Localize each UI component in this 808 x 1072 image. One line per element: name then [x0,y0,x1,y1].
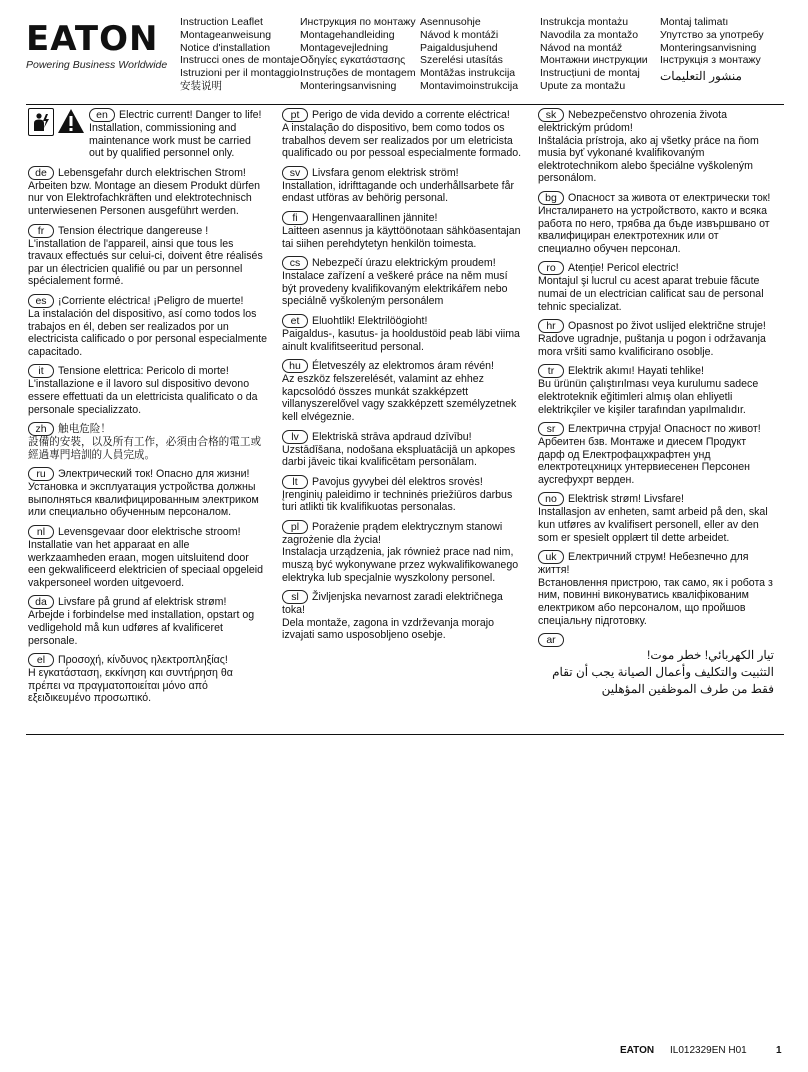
header-title: 安装说明 [180,79,222,92]
warning-body: Instalacja urządzenia, jak również prace nad nim, muszą być wykonywane przez wykwalifikowanego elektryka lub specjalnie wyszkolony personel. [282,546,519,584]
warning-entry-lv [282,430,522,469]
language-code-badge: hr [538,319,564,333]
header-title: Szerelési utasítás [420,54,503,67]
warning-body: Installasjon av enheten, samt arbeid på den, skal kun utføres av kvalifisert personell, eller av den som er spesielt opplært til dette arbeidet. [538,506,768,544]
language-code-badge: de [28,166,54,180]
warning-title: Електрична струја! Опасност по живот! [568,423,761,436]
header-title: Montagehandleiding [300,28,395,41]
warning-body: L'installation de l'appareil, ainsi que tous les travaux effectués sur celui-ci, doivent être réalisés par un électricien qualifié ou par un personnel spécialement formé. [28,237,263,288]
warning-title: Eluohtlik! Elektrilöögioht! [312,314,428,327]
header-title: Montavimoinstrukcija [420,79,519,92]
header-title: Návod k montáži [420,28,499,41]
warning-body: Installatie van het apparaat en alle werkzaamheden eraan, mogen uitsluitend door een gekwalificeerd elektricien of speciaal opgeleid vakpersoneel worden uitgevoerd. [28,539,263,589]
warning-column-3 [538,108,774,704]
header-title: Instruções de montagem [300,67,416,80]
warning-body: Paigaldus-, kasutus- ja hooldustöid peab läbi viima ainult kvalifitseeritud personal. [282,327,520,353]
warning-entry-et [282,314,522,353]
header-column-1 [180,16,300,93]
warning-title: Livsfare på grund af elektrisk strøm! [58,596,227,609]
header-title: Инструкция по монтажу [300,16,416,28]
warning-body: Uzstādīšana, nodošana ekspluatācijā un apkopes darbi jāveic tikai kvalificētam personālam. [282,443,516,469]
warning-entry-fi [282,211,522,250]
warning-title: تيار الكهربائي! خطر موت! [647,648,774,663]
language-code-badge: lt [282,475,308,489]
warning-entry-ru [28,467,268,519]
warning-title: Опасност за живота от електрически ток! [568,191,771,204]
warning-body: L'installazione e il lavoro sul dispositivo devono essere effettuati da un elettricista qualificato o da personale specializzato. [28,378,258,416]
caution-triangle-icon [57,108,85,134]
logo-wordmark: EATON [26,19,159,59]
header-title: Instrukcja montażu [540,16,629,28]
warning-entry-es [28,294,268,358]
language-code-badge: da [28,595,54,609]
warning-body: Įrenginių paleidimo ir techninės priežiūros darbus turi atlikti tik kvalifikuotas personalas. [282,488,513,514]
warning-entry-de [28,166,268,218]
warning-entry-nl [28,525,268,589]
header-title: Упутство за употребу [660,28,764,41]
header-title: Montāžas instrukcija [420,67,516,80]
language-code-badge: sk [538,108,564,122]
warning-entry-da [28,595,268,647]
warning-body: Arbejde i forbindelse med installation, opstart og vedligehold må kun udføres af kvalificeret personale. [28,609,255,647]
warning-entry-hu [282,359,522,423]
warning-entry-el [28,653,268,705]
language-code-badge: sl [282,590,308,604]
warning-title: Livsfara genom elektrisk ström! [312,166,459,179]
warning-entry-sv [282,166,522,205]
bottom-divider [26,734,784,735]
warning-title: Porażenie prądem elektrycznym stanowi zagrożenie dla życia! [282,520,503,546]
language-code-badge: ar [538,633,564,647]
warning-title: Življenjska nevarnost zaradi električnega toka! [282,591,503,617]
header-title: Інструкція з монтажу [660,54,761,67]
warning-entry-tr [538,364,774,416]
warning-title: Nebezpečenstvo ohrozenia života elektrickým prúdom! [538,109,728,134]
header-title: منشور التعليمات [660,69,742,84]
warning-column-2 [282,108,522,648]
language-code-badge: cs [282,256,308,270]
warning-title: Elektriskā strāva apdraud dzīvību! [312,430,472,443]
warning-entry-en [28,108,268,160]
warning-title: Hengenvaarallinen jännite! [312,211,438,224]
warning-column-1 [28,108,268,711]
warning-entry-sr [538,422,774,486]
page-number: 1 [776,1045,782,1056]
header-column-5 [660,16,764,83]
warning-body: Radove ugradnje, puštanja u pogon i održavanja mora vršiti samo kvalificirano osoblje. [538,333,766,358]
warning-title: Életveszély az elektromos áram révén! [312,360,494,373]
footer-brand: EATON [620,1045,655,1056]
warning-title: Electric current! Danger to life! [119,109,262,121]
warning-body: Installation, commissioning and maintenance work must be carried out by qualified personnel only. [89,122,251,160]
warning-body: 設備的安裝，以及所有工作，必須由合格的電工或經過專門培訓的人員完成。 [28,436,262,461]
header-column-4 [540,16,648,93]
electrician-warning-icon [28,108,54,136]
warning-body: Dela montaže, zagona in vzdrževanja morajo izvajati samo usposobljeno osebje. [282,616,494,642]
warning-body: Η εγκατάσταση, εκκίνηση και συντήρηση θα πρέπει να πραγματοποιείται μόνο από εξειδικευμένο προσωπικό. [28,667,233,705]
header-title: Monteringsanvisning [660,41,757,54]
header-title: Paigaldusjuhend [420,41,498,54]
language-code-badge: hu [282,359,308,373]
language-code-badge: uk [538,550,564,564]
language-code-badge: pl [282,520,308,534]
warning-body: Laitteen asennus ja käyttöönotaan sähköasentajan tai siihen perehdytetyn henkilön toimesta. [282,224,521,250]
language-code-badge: it [28,364,54,378]
language-code-badge: zh [28,422,54,436]
warning-body: Instalace zařízení a veškeré práce na něm musí být provedeny kvalifikovaným elektrikářem nebo speciálně vyškoleným personálem [282,270,508,308]
language-code-badge: nl [28,525,54,539]
header-title: Asennusohje [420,16,481,28]
warning-title: Pavojus gyvybei dėl elektros srovės! [312,475,483,488]
language-code-badge: pt [282,108,308,122]
header-title: Instruction Leaflet [180,16,263,28]
language-code-badge: sv [282,166,308,180]
warning-entry-sl [282,590,522,642]
eaton-logo [26,19,176,71]
language-code-badge: en [89,108,115,122]
warning-title: Perigo de vida devido a corrente eléctrica! [312,109,510,121]
warning-title: Opasnost po život uslijed električne struje! [568,320,766,333]
warning-title: ¡Corriente eléctrica! ¡Peligro de muerte! [58,294,244,307]
warning-body: التثبيت والتكليف وأعمال الصيانة يجب أن تقام فقط من طرف الموظفين المؤهلين [552,665,774,697]
warning-body: Montajul şi lucrul cu acest aparat trebuie făcute numai de un electrician calificat sau de personal tehnic specializat. [538,275,764,313]
header-title: Navodila za montažo [540,28,639,41]
warning-body: Арбеитен бзв. Монтаже и диесем Продукт дарф од Електрофацхкрафтен унд електротецхницх унтервиесенен Персонен аусгефухрт верден. [538,436,750,486]
header-title: Istruzioni per il montaggio [180,67,300,80]
language-code-badge: es [28,294,54,308]
header-title: Návod na montáž [540,41,623,54]
warning-title: Atenție! Pericol electric! [568,262,679,275]
language-code-badge: bg [538,191,564,205]
header-title: Instrucci ones de montaje [180,54,300,67]
footer-document-id: IL012329EN H01 [670,1045,747,1056]
language-code-badge: el [28,653,54,667]
language-code-badge: tr [538,364,564,378]
warning-entry-lt [282,475,522,514]
language-code-badge: no [538,492,564,506]
warning-body: Installation, idrifttagande och underhållsarbete får endast utföras av behörig personal. [282,179,515,205]
header-title: Οδηγίες εγκατάστασης [300,54,406,67]
warning-entry-sk [538,108,774,185]
header-column-3 [420,16,518,93]
top-divider [26,104,784,105]
warning-entry-no [538,492,774,544]
warning-entry-uk [538,550,774,627]
language-code-badge: ro [538,261,564,275]
warning-entry-pl [282,520,522,584]
warning-body: Установка и эксплуатация устройства должны выполняться квалифицированным электриком или специально обученным персоналом. [28,481,259,519]
warning-icons [28,108,85,136]
header-title: Montagevejledning [300,41,389,54]
language-code-badge: et [282,314,308,328]
warning-entry-fr [28,224,268,288]
warning-title: Elektrik akımı! Hayati tehlike! [568,365,704,378]
language-code-badge: sr [538,422,564,436]
warning-entry-ro [538,261,774,313]
warning-body: Az eszköz felszerelését, valamint az ehhez kapcsolódó összes munkát szakképzett villanyszerelővel vagy szakképzett személyzetnek kell elvégeznie. [282,373,517,423]
warning-entry-bg [538,191,774,255]
language-code-badge: fi [282,211,308,225]
header-title: Instrucțiuni de montaj [540,67,640,80]
warning-entry-cs [282,256,522,308]
header-title: Monteringsanvisning [300,79,397,92]
warning-entry-hr [538,319,774,358]
language-code-badge: ru [28,467,54,481]
warning-title: Levensgevaar door elektrische stroom! [58,526,241,539]
header-column-2 [300,16,416,93]
warning-title: Tension électrique dangereuse ! [58,224,209,237]
header-title: Montageanweisung [180,28,272,41]
warning-entry-ar [538,633,774,698]
warning-title: 触电危险！ [58,423,111,436]
warning-body: Инсталирането на устройството, както и всяка работа по него, трябва да бъде извършвано от квалифициран електротехник или от специално обучен персонал. [538,204,770,255]
warning-body: Arbeiten bzw. Montage an diesem Produkt dürfen nur von Elektrofachkräften und elektrotechnisch unterwiesenen Personen ausgeführt werden. [28,179,261,217]
warning-body: La instalación del dispositivo, así como todos los trabajos en él, deben ser realizados por un electricista calificado o por personal especialmente capacitado. [28,307,268,358]
warning-title: Lebensgefahr durch elektrischen Strom! [58,166,246,179]
header-title: Notice d'installation [180,41,271,54]
warning-title: Προσοχή, κίνδυνος ηλεκτροπληξίας! [58,654,228,667]
warning-title: Электрический ток! Опасно для жизни! [58,468,250,481]
warning-entry-pt [282,108,522,160]
header-title: Монтажни инструкции [540,54,648,67]
warning-entry-it [28,364,268,416]
language-code-badge: fr [28,224,54,238]
header-title: Upute za montažu [540,79,626,92]
warning-entry-zh [28,422,268,461]
warning-title: Elektrisk strøm! Livsfare! [568,493,684,506]
warning-title: Tensione elettrica: Pericolo di morte! [58,365,229,378]
warning-title: Nebezpečí úrazu elektrickým proudem! [312,257,496,270]
warning-body: A instalação do dispositivo, bem como todos os trabalhos devem ser realizados por um eletricista qualificado ou por pessoal especialmente formado. [282,122,522,160]
language-code-badge: lv [282,430,308,444]
header-title: Montaj talimatı [660,16,729,28]
warning-body: Inštalácia prístroja, ako aj všetky práce na ňom musia byť vykonané kvalifikovaným elektrotechnikom alebo špeciálne vyškoleným personálom. [538,134,759,185]
warning-title: Електричний струм! Небезпечно для життя! [538,551,749,577]
warning-body: Встановлення пристрою, так само, як і робота з ним, повинні виконуватись кваліфікованим електриком або персоналом, що пройшов спеціальну підготовку. [538,576,773,627]
warning-body: Bu ürünün çalıştırılması veya kurulumu sadece elektroteknik eğitimleri almış olan ehliyetli elektrikçiler ve kişiler tarafından yapılmalıdır. [538,378,759,416]
logo-tagline: Powering Business Worldwide [26,59,168,71]
